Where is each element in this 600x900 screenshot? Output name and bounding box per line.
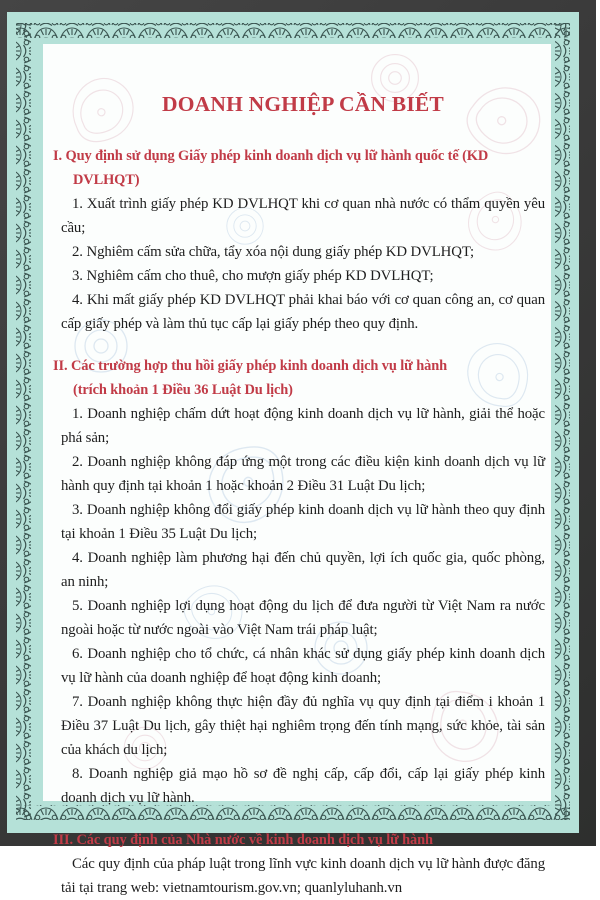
list-item: 4. Doanh nghiệp làm phương hại đến chủ quyền, lợi ích quốc gia, quốc phòng, an ninh; — [61, 550, 545, 590]
section-heading-text: Các trường hợp thu hồi giấy phép kinh doanh dịch vụ lữ hành — [71, 358, 448, 374]
list-item: 6. Doanh nghiệp cho tổ chức, cá nhân khác sử dụng giấy phép kinh doanh dịch vụ lữ hành của doanh nghiệp để hoạt động kinh doanh; — [61, 646, 545, 686]
list-item: 8. Doanh nghiệp giả mạo hồ sơ đề nghị cấp, cấp đổi, cấp lại giấy phép kinh doanh dịch vụ lữ hành. — [61, 766, 545, 806]
section-heading-text: Quy định sử dụng Giấy phép kinh doanh dịch vụ lữ hành quốc tế (KD DVLHQT) — [65, 148, 489, 188]
paper — [43, 44, 551, 896]
list-item: 1. Doanh nghiệp chấm dứt hoạt động kinh doanh dịch vụ lữ hành, giải thể hoặc phá sản; — [61, 406, 545, 446]
section-heading — [53, 144, 545, 192]
document-title: DOANH NGHIỆP CẦN BIẾT — [162, 92, 444, 116]
section-ii — [53, 354, 545, 810]
section-heading — [53, 828, 545, 852]
section-subheading: (trích khoản 1 Điều 36 Luật Du lịch) — [73, 382, 293, 398]
section-heading-text: Các quy định của Nhà nước về kinh doanh dịch vụ lữ hành — [76, 832, 433, 848]
section-number: II. — [53, 358, 68, 374]
list-item: 2. Doanh nghiệp không đáp ứng một trong các điều kiện kinh doanh dịch vụ lữ hành quy định tại khoản 1 hoặc khoản 2 Điều 31 Luật Du lịch; — [61, 454, 545, 494]
document-content — [43, 44, 551, 900]
section-i — [53, 144, 545, 336]
list-item: 1. Xuất trình giấy phép KD DVLHQT khi cơ quan nhà nước có thẩm quyền yêu cầu; — [61, 196, 545, 236]
list-item: 4. Khi mất giấy phép KD DVLHQT phải khai báo với cơ quan công an, cơ quan cấp giấy phép và làm thủ tục cấp lại giấy phép theo quy định. — [61, 292, 545, 332]
section-number: III. — [53, 832, 73, 848]
section-heading — [53, 354, 545, 402]
list-item: 3. Doanh nghiệp không đổi giấy phép kinh doanh dịch vụ lữ hành theo quy định tại khoản 1 Điều 35 Luật Du lịch; — [61, 502, 545, 542]
section-body: Các quy định của pháp luật trong lĩnh vực kinh doanh dịch vụ lữ hành được đăng tải tại trang web: vietnamtourism.gov.vn; quanlyluhanh.vn — [61, 856, 545, 896]
section-iii — [53, 828, 545, 900]
list-item: 2. Nghiêm cấm sửa chữa, tẩy xóa nội dung giấy phép KD DVLHQT; — [72, 244, 474, 260]
list-item: 5. Doanh nghiệp lợi dụng hoạt động du lịch để đưa người từ Việt Nam ra nước ngoài hoặc từ nước ngoài vào Việt Nam trái pháp luật; — [61, 598, 545, 638]
list-item: 3. Nghiêm cấm cho thuê, cho mượn giấy phép KD DVLHQT; — [72, 268, 434, 284]
section-number: I. — [53, 148, 62, 164]
list-item: 7. Doanh nghiệp không thực hiện đầy đủ nghĩa vụ quy định tại điểm i khoản 1 Điều 37 Luật Du lịch, gây thiệt hại nghiêm trọng đến tính mạng, sức khỏe, tài sản của khách du lịch; — [61, 694, 545, 758]
